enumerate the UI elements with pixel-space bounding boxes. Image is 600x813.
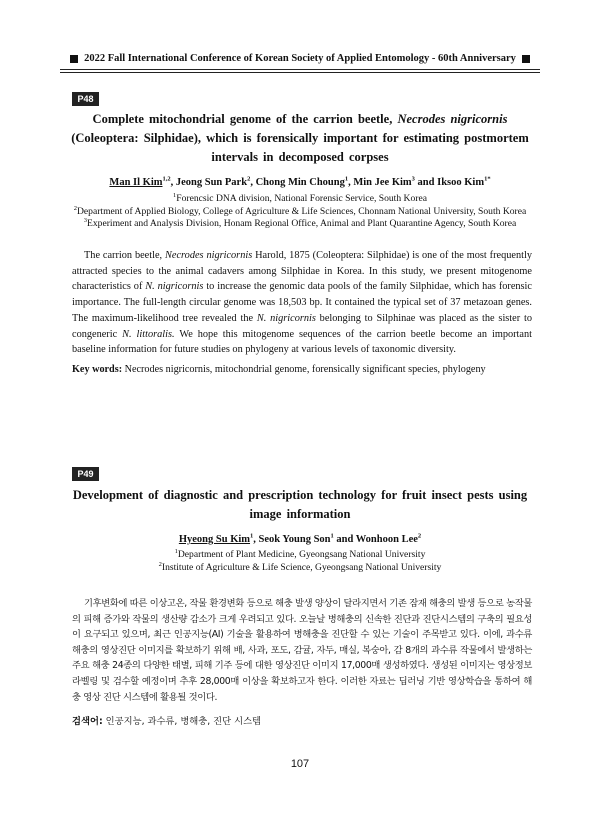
p49-keywords: 검색어: 인공지능, 과수류, 병해충, 진단 시스템 xyxy=(72,716,262,727)
author: Man Il Kim xyxy=(109,177,163,188)
square-bullet-icon xyxy=(70,55,78,63)
affiliation: $^1$Forencsic DNA division, National Forensic Service, South Korea xyxy=(173,191,427,204)
p49-badge: P49 xyxy=(72,467,99,481)
author: Jeong Sun Park xyxy=(175,177,248,188)
author: Seok Young Son xyxy=(258,534,331,545)
conference-header xyxy=(62,53,538,64)
p48-authors: Man Il Kim$^{1,2}$, Jeong Sun Park$^2$, Chong Min Choung$^1$, Min Jee Kim$^3$ and Iksoo Kim$^{1*}$ xyxy=(109,175,491,188)
p48-keywords: Key words: Necrodes nigricornis, mitochondrial genome, forensically significant species, phylogeny xyxy=(72,364,486,375)
affiliation: $^1$Department of Plant Medicine, Gyeongsang National University xyxy=(174,547,426,560)
author: Chong Min Choung xyxy=(255,177,345,188)
header-rule xyxy=(60,69,540,70)
author: Min Jee Kim xyxy=(353,177,412,188)
p48-abstract: The carrion beetle, Necrodes nigricornis Harold, 1875 (Coleoptera: Silphidae) is one of the most frequently attracted species to the animal cadavers among Silphidae in Korea. In this study, we present mitogenome characteristics of N. nigricornis to increase the genomic data pools of the family Silphidae, which has forensic importance. The full-length circular genome was 18,503 bp. It contained the typical set of 37 metazoan genes. The maximum-likelihood tree revealed the N. nigricornis belonging to Silphinae was placed as the sister to congeneric N. littoralis. We hope this mitogenome sequences of the carrion beetle become an important baseline information for future studies on phylogeny at various levels of taxonomic diversity. xyxy=(72,250,533,356)
conference-title: 2022 Fall International Conference of Korean Society of Applied Entomology - 60th Anniversary xyxy=(84,53,516,64)
page-number: 107 xyxy=(290,758,310,770)
p49-title: Development of diagnostic and prescription technology for fruit insect pests using image information xyxy=(72,488,528,521)
author: Wonhoon Lee xyxy=(355,534,418,545)
author: Hyeong Su Kim xyxy=(178,534,251,545)
author: Iksoo Kim xyxy=(437,177,485,188)
affiliation: $^3$Experiment and Analysis Division, Honam Regional Office, Animal and Plant Quarantine Agency, South Korea xyxy=(83,216,517,229)
square-bullet-icon xyxy=(522,55,530,63)
p48-badge: P48 xyxy=(72,92,99,106)
p48-affiliations xyxy=(60,193,540,231)
affiliation: $^2$Department of Applied Biology, College of Agriculture & Life Sciences, Chonnam National University, South Korea xyxy=(73,204,527,217)
p49-abstract: 기후변화에 따른 이상고온, 작물 환경변화 등으로 해충 발생 양상이 달라지면서 기존 잠재 해충의 발생 등으로 농작물의 피해 증가와 작물의 생산량 감소가 크게 우려되고 있다. 오늘날 병해충의 신속한 진단과 진단시스템의 구축의 필요성이 요구되고 있으며, 최근 인공지능(AI) 기술을 활용하여 병해충을 진단할 수 있는 기술이 주목받고 있다. 이에, 과수류 해충의 영상진단 이미지를 확보하기 위해 배, 사과, 포도, 감귤, 자두, 매실, 복숭아, 감 8개의 과수류 작물에서 발생하는 주요 해충 24종의 다양한 태별, 피해 기주 등에 대한 영상진단 이미지 17,000매 생성하였다. 생성된 이미지는 영상정보 라벨링 및 검수할 예정이며 추후 28,000매 이상을 확보하고자 한다. 이러한 자료는 딥러닝 기반 영상학습을 통하여 해충 영상 진단 시스템에 활용될 것이다. xyxy=(72,598,532,703)
header-rule xyxy=(60,72,540,73)
affiliation: $^2$Institute of Agriculture & Life Science, Gyeongsang National University xyxy=(158,560,442,573)
p48-title: Complete mitochondrial genome of the carrion beetle, Necrodes nigricornis (Coleoptera: Silphidae), which is forensically important for estimating postmortem intervals in decomposed corpses xyxy=(71,112,529,164)
p49-authors: Hyeong Su Kim$^1$, Seok Young Son$^1$ and Wonhoon Lee$^2$ xyxy=(178,532,422,545)
p49-affiliations xyxy=(60,549,540,574)
